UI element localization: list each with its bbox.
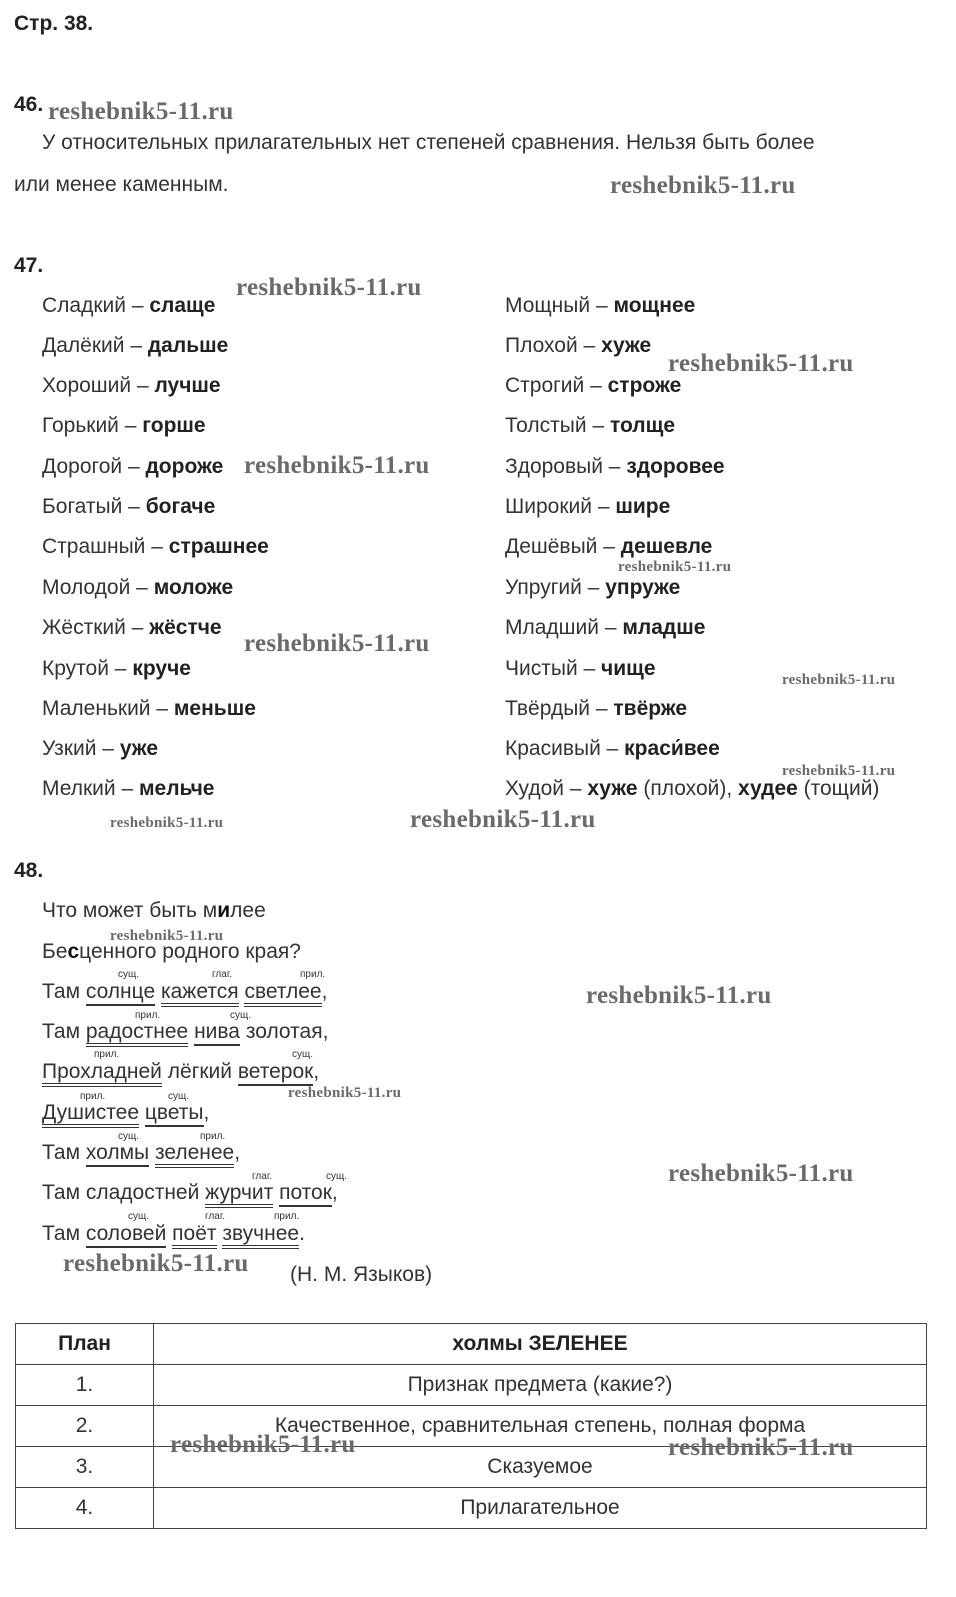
watermark: reshebnik5-11.ru xyxy=(110,928,224,944)
table-header-cell: холмы ЗЕЛЕНЕЕ xyxy=(154,1324,927,1365)
table-cell: 3. xyxy=(16,1447,154,1488)
table-cell: Качественное, сравнительная степень, полная форма xyxy=(154,1406,927,1447)
pos-label: прил. xyxy=(94,1049,120,1060)
table-cell: 1. xyxy=(16,1365,154,1406)
watermark: reshebnik5-11.ru xyxy=(618,559,732,575)
comparison-row: Толстый – толще xyxy=(505,414,676,437)
exercise-48-number: 48. xyxy=(14,859,44,882)
pos-label: сущ. xyxy=(292,1049,314,1060)
watermark: reshebnik5-11.ru xyxy=(244,630,430,657)
watermark: reshebnik5-11.ru xyxy=(48,98,234,125)
watermark: reshebnik5-11.ru xyxy=(110,815,224,831)
comparison-row: Худой – хуже (плохой), худее (тощий) xyxy=(505,777,880,800)
comparison-row: Мощный – мощнее xyxy=(505,294,696,317)
pos-label: сущ. xyxy=(168,1091,190,1102)
watermark: reshebnik5-11.ru xyxy=(586,982,772,1009)
comparison-row: Чистый – чище xyxy=(505,657,656,680)
comparison-row: Жёсткий – жёстче xyxy=(42,616,222,639)
comparison-row: Горький – горше xyxy=(42,414,206,437)
watermark: reshebnik5-11.ru xyxy=(668,1160,854,1187)
comparison-row: Далёкий – дальше xyxy=(42,334,229,357)
watermark: reshebnik5-11.ru xyxy=(170,1431,356,1458)
pos-label: прил. xyxy=(80,1091,106,1102)
comparison-row: Сладкий – слаще xyxy=(42,294,216,317)
table-cell: Сказуемое xyxy=(154,1447,927,1488)
comparison-row: Твёрдый – твёрже xyxy=(505,697,688,720)
poem-line: Душистее цветы, xyxy=(42,1101,209,1125)
comparison-row: Страшный – страшнее xyxy=(42,535,269,558)
table-cell: 4. xyxy=(16,1488,154,1529)
pos-label: глаг. xyxy=(212,969,233,980)
poem-author: (Н. М. Языков) xyxy=(290,1263,433,1286)
comparison-row: Маленький – меньше xyxy=(42,697,256,720)
pos-label: глаг. xyxy=(252,1171,273,1182)
comparison-row: Хороший – лучше xyxy=(42,374,221,397)
table-header-row xyxy=(16,1324,927,1365)
poem-line: Там солнце кажется светлее, xyxy=(42,980,327,1004)
comparison-row: Упругий – упруже xyxy=(505,576,681,599)
watermark: reshebnik5-11.ru xyxy=(668,1434,854,1461)
table-cell: 2. xyxy=(16,1406,154,1447)
table-row xyxy=(16,1365,927,1406)
comparison-row: Строгий – строже xyxy=(505,374,682,397)
table-row xyxy=(16,1488,927,1529)
watermark: reshebnik5-11.ru xyxy=(288,1085,402,1101)
poem-line: Бесценного родного края? xyxy=(42,940,301,963)
watermark: reshebnik5-11.ru xyxy=(410,806,596,833)
exercise-46-line-2: или менее каменным. xyxy=(14,173,229,196)
poem-line: Там холмы зеленее, xyxy=(42,1141,240,1165)
watermark: reshebnik5-11.ru xyxy=(244,452,430,479)
pos-label: сущ. xyxy=(230,1010,252,1021)
poem-line: Там сладостней журчит поток, xyxy=(42,1181,338,1205)
watermark: reshebnik5-11.ru xyxy=(236,274,422,301)
plan-table xyxy=(15,1323,927,1529)
pos-label: прил. xyxy=(274,1211,300,1222)
comparison-row: Мелкий – мельче xyxy=(42,777,215,800)
comparison-row: Дорогой – дороже xyxy=(42,455,224,478)
comparison-row: Красивый – краси́вее xyxy=(505,737,720,760)
watermark: reshebnik5-11.ru xyxy=(782,672,896,688)
poem-line: Там соловей поёт звучнее. xyxy=(42,1222,305,1246)
table-cell: Прилагательное xyxy=(154,1488,927,1529)
exercise-46-number: 46. xyxy=(14,93,44,116)
comparison-row: Младший – младше xyxy=(505,616,706,639)
comparison-row: Богатый – богаче xyxy=(42,495,216,518)
watermark: reshebnik5-11.ru xyxy=(782,763,896,779)
comparison-row: Плохой – хуже xyxy=(505,334,652,357)
comparison-row: Молодой – моложе xyxy=(42,576,234,599)
exercise-46-line-1: У относительных прилагательных нет степеней сравнения. Нельзя быть более xyxy=(42,131,815,154)
comparison-row: Дешёвый – дешевле xyxy=(505,535,713,558)
pos-label: прил. xyxy=(135,1010,161,1021)
watermark: reshebnik5-11.ru xyxy=(63,1250,249,1277)
exercise-47-number: 47. xyxy=(14,254,44,277)
watermark: reshebnik5-11.ru xyxy=(668,350,854,377)
poem-line: Прохладней лёгкий ветерок, xyxy=(42,1060,319,1084)
comparison-row: Узкий – уже xyxy=(42,737,159,760)
poem-line: Там радостнее нива золотая, xyxy=(42,1020,328,1044)
watermark: reshebnik5-11.ru xyxy=(610,172,796,199)
comparison-row: Здоровый – здоровее xyxy=(505,455,725,478)
pos-label: сущ. xyxy=(118,969,140,980)
pos-label: сущ. xyxy=(118,1131,140,1142)
pos-label: прил. xyxy=(300,969,326,980)
page-title: Стр. 38. xyxy=(14,12,94,35)
pos-label: сущ. xyxy=(326,1171,348,1182)
pos-label: глаг. xyxy=(205,1211,226,1222)
table-cell: Признак предмета (какие?) xyxy=(154,1365,927,1406)
comparison-row: Широкий – шире xyxy=(505,495,671,518)
poem-line: Что может быть милее xyxy=(42,899,266,922)
comparison-row: Крутой – круче xyxy=(42,657,191,680)
pos-label: прил. xyxy=(200,1131,226,1142)
pos-label: сущ. xyxy=(128,1211,150,1222)
table-header-cell: План xyxy=(16,1324,154,1365)
